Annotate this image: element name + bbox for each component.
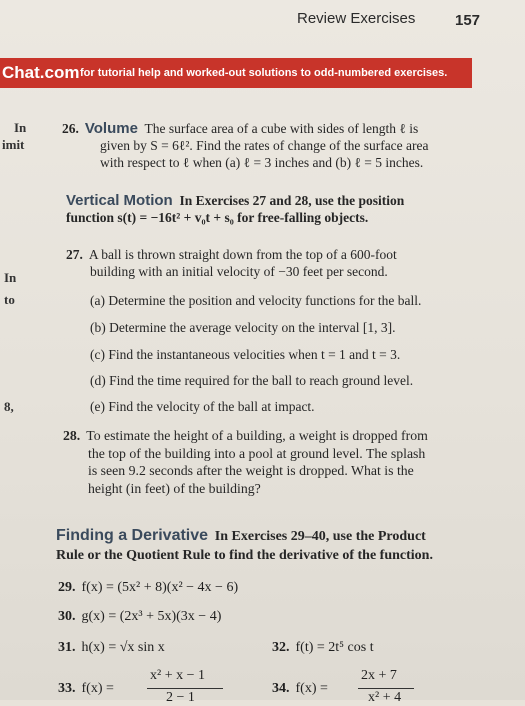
section-heading: Finding a Derivative bbox=[56, 527, 209, 544]
exercise-number: 30. bbox=[58, 609, 76, 624]
exercise-28 bbox=[63, 427, 513, 497]
exercise-text-line: height (in feet) of the building? bbox=[88, 480, 261, 496]
exercise-29 bbox=[58, 580, 238, 596]
exercise-text-line: The surface area of a cube with sides of length ℓ is bbox=[144, 121, 419, 136]
margin-note: imit bbox=[2, 137, 25, 152]
exercise-part: (b) Determine the average velocity on the interval [1, 3]. bbox=[90, 320, 396, 335]
banner-tagline: for tutorial help and worked-out solutions to odd-numbered exercises. bbox=[80, 67, 448, 79]
margin-note: In bbox=[4, 270, 17, 285]
fraction-bar bbox=[147, 688, 223, 689]
exercise-number: 34. bbox=[272, 681, 290, 696]
instruction-line: In Exercises 29–40, use the Product bbox=[214, 529, 426, 544]
exercise-number: 33. bbox=[58, 681, 76, 696]
finding-derivative-instructions bbox=[56, 526, 511, 565]
section-heading: Vertical Motion bbox=[66, 192, 173, 209]
exercise-text-line: is seen 9.2 seconds after the weight is dropped. What is the bbox=[88, 463, 414, 478]
exercise-text-line: building with an initial velocity of −30 feet per second. bbox=[90, 264, 388, 279]
exercise-33 bbox=[58, 681, 114, 697]
function-expression: h(x) = √x sin x bbox=[81, 640, 165, 655]
instruction-line: function s(t) = −16t² + v₀t + s₀ for free-falling objects. bbox=[66, 210, 369, 225]
exercise-number: 28. bbox=[63, 428, 81, 443]
exercise-32 bbox=[272, 640, 374, 656]
function-expression: f(x) = (5x² + 8)(x² − 4x − 6) bbox=[81, 580, 239, 595]
instruction-line: Rule or the Quotient Rule to find the derivative of the function. bbox=[56, 548, 433, 563]
exercise-heading: Volume bbox=[84, 120, 138, 137]
exercise-part: (a) Determine the position and velocity functions for the ball. bbox=[90, 293, 422, 308]
banner-brand: Chat.com bbox=[2, 63, 80, 82]
exercise-number: 29. bbox=[58, 580, 76, 595]
running-header-title: Review Exercises bbox=[297, 10, 416, 27]
exercise-30 bbox=[58, 609, 221, 625]
exercise-number: 27. bbox=[66, 247, 83, 262]
exercise-text-line: To estimate the height of a building, a weight is dropped from bbox=[86, 428, 428, 443]
exercise-34 bbox=[272, 681, 328, 697]
calcchat-banner bbox=[0, 58, 472, 88]
instruction-line: In Exercises 27 and 28, use the position bbox=[179, 193, 405, 208]
function-lhs: f(x) = bbox=[81, 681, 114, 696]
fraction-numerator: 2x + 7 bbox=[361, 668, 397, 683]
exercise-text-line: given by S = 6ℓ². Find the rates of change of the surface area bbox=[100, 138, 429, 153]
page-number: 157 bbox=[455, 12, 481, 29]
exercise-text-line: the top of the building into a pool at ground level. The splash bbox=[88, 445, 426, 461]
margin-note: to bbox=[4, 292, 15, 307]
function-expression: f(t) = 2t⁵ cos t bbox=[295, 640, 374, 655]
exercise-text-line: with respect to ℓ when (a) ℓ = 3 inches and (b) ℓ = 5 inches. bbox=[100, 155, 424, 170]
fraction-denominator: 2 − 1 bbox=[166, 690, 195, 705]
margin-note: 8, bbox=[4, 399, 14, 414]
vertical-motion-instructions bbox=[66, 192, 506, 226]
exercise-31 bbox=[58, 640, 165, 656]
exercise-number: 26. bbox=[62, 121, 79, 136]
exercise-part: (c) Find the instantaneous velocities when t = 1 and t = 3. bbox=[90, 347, 401, 362]
fraction-denominator: x² + 4 bbox=[368, 690, 402, 705]
exercise-26 bbox=[62, 120, 502, 171]
exercise-text-line: A ball is thrown straight down from the top of a 600-foot bbox=[88, 247, 397, 262]
fraction-bar bbox=[358, 688, 414, 689]
exercise-part: (e) Find the velocity of the ball at impact. bbox=[90, 399, 315, 414]
margin-note: In bbox=[14, 120, 27, 135]
fraction-numerator: x² + x − 1 bbox=[150, 668, 205, 683]
exercise-27 bbox=[66, 246, 506, 280]
function-lhs: f(x) = bbox=[295, 681, 328, 696]
exercise-part: (d) Find the time required for the ball to reach ground level. bbox=[90, 373, 414, 388]
exercise-number: 31. bbox=[58, 640, 76, 655]
function-expression: g(x) = (2x³ + 5x)(3x − 4) bbox=[81, 609, 222, 624]
exercise-number: 32. bbox=[272, 640, 290, 655]
